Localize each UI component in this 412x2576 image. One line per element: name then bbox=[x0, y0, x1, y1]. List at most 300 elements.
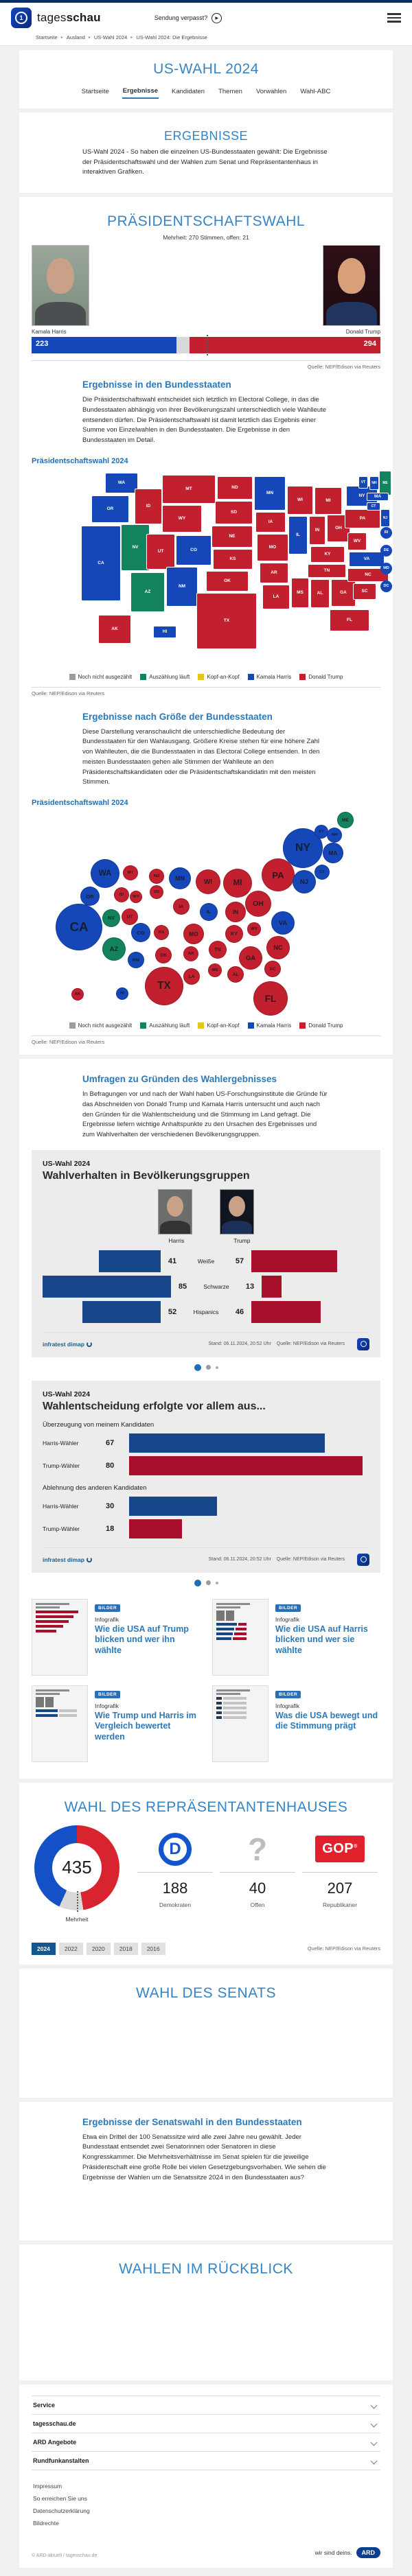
tagesschau-logo-icon[interactable] bbox=[11, 8, 32, 28]
bubble-state-ID[interactable] bbox=[114, 887, 129, 902]
party-label: Republikaner bbox=[322, 1901, 358, 1908]
demographics-bar-chart bbox=[43, 1250, 369, 1324]
legend-swatch-icon bbox=[69, 674, 76, 680]
breadcrumb-item[interactable]: Ausland bbox=[66, 34, 85, 40]
demographic-label: Schwarze bbox=[203, 1283, 229, 1290]
map-state-MN[interactable] bbox=[254, 476, 286, 511]
trump-bar-track bbox=[251, 1250, 369, 1272]
footer-link[interactable]: Bildrechte bbox=[33, 2520, 59, 2527]
map-state-label: NJ bbox=[382, 515, 388, 520]
trump-thumb-photo bbox=[220, 1189, 254, 1234]
map-state-TN[interactable] bbox=[308, 564, 346, 578]
senate-states-text: Etwa ein Drittel der 100 Senatssitze wird alle zwei Jahre neu gewählt. Jeder Bundesstaat entsendet zwei Senatorinnen oder Senatoren in diese Kongresskammer. Die Mehrheitsverhältnisse im Senat spielen für die jeweilige Präsidentschaft eine große Rolle bei vielen Gesetzgebungsvorhaben. Wie sehen die Ergebnisse der Wahlen um die Senatssitze 2024 in den Bundesstaaten aus? bbox=[82, 2133, 326, 2181]
bubble-state-label: MT bbox=[127, 871, 134, 876]
infographic-footer bbox=[43, 1332, 369, 1350]
senate-states-heading: Ergebnisse der Senatswahl in den Bundesstaaten bbox=[82, 2116, 302, 2127]
map-state-GA[interactable] bbox=[331, 579, 356, 607]
map-state-CO[interactable] bbox=[176, 535, 211, 565]
harris-bar-segment bbox=[32, 337, 176, 353]
bubble-state-VA[interactable] bbox=[271, 911, 295, 935]
stand-timestamp: Stand: 06.11.2024, 20:52 Uhr bbox=[208, 1557, 271, 1562]
legend-item bbox=[248, 674, 292, 680]
footer-accordion-label: tagesschau.de bbox=[33, 2420, 76, 2428]
year-tab-2022[interactable]: 2022 bbox=[59, 1943, 83, 1955]
legend-item bbox=[140, 1022, 190, 1029]
breadcrumb-item[interactable]: US-Wahl 2024: Die Ergebnisse bbox=[136, 34, 207, 40]
legend-swatch-icon bbox=[248, 674, 254, 680]
map-state-label: AZ bbox=[144, 589, 151, 595]
map-state-label: IL bbox=[296, 532, 300, 538]
demographic-label: Hispanics bbox=[193, 1308, 219, 1315]
hamburger-menu-icon[interactable] bbox=[387, 13, 401, 22]
bubble-state-SD[interactable] bbox=[150, 885, 163, 899]
legend-item bbox=[69, 1022, 133, 1029]
bubble-state-KY[interactable] bbox=[225, 925, 243, 943]
bubble-state-OR[interactable] bbox=[80, 887, 100, 906]
map-state-VA[interactable] bbox=[349, 552, 385, 567]
map-state-TX[interactable] bbox=[196, 593, 257, 649]
carousel-dot[interactable] bbox=[216, 1366, 218, 1369]
bubble-state-TN[interactable] bbox=[209, 941, 227, 959]
bubble-state-label: WV bbox=[251, 927, 258, 932]
bubble-state-IL[interactable] bbox=[200, 903, 218, 921]
harris-votes: 223 bbox=[36, 340, 49, 349]
map-state-label: OK bbox=[224, 578, 231, 584]
voter-group-label: Trump-Wähler bbox=[43, 1462, 80, 1469]
map-state-label: WV bbox=[353, 539, 361, 544]
tab-ergebnisse[interactable]: Ergebnisse bbox=[122, 86, 159, 99]
results-intro-text: US-Wahl 2024 - So haben die einzelnen US-Bundesstaaten gewählt: Die Ergebnisse der Präsidentschaftswahl und der Wahlen zum Senat und Repräsentantenhaus in interaktiven Grafiken. bbox=[82, 148, 328, 176]
footer-link[interactable]: Datenschutzerklärung bbox=[33, 2507, 90, 2515]
polls-text: In Befragungen vor und nach der Wahl haben US-Forschungsinstitute die Gründe für das Abschneiden von Donald Trump und Kamala Harris untersucht und auch nach den Gründen für die Wahlentscheidung und die Stimmung im Land gefragt. Die Ergebnisse liefern wichtige Anhaltspunkte zu den Ursachen des Ergebnisses und zum Wahlverhalten der verschiedenen Bevölkerungsgruppen. bbox=[82, 1090, 328, 1138]
trump-bar-track bbox=[251, 1301, 369, 1323]
map-state-UT[interactable] bbox=[146, 534, 175, 570]
map-state-WV[interactable] bbox=[347, 532, 367, 550]
bubble-state-MT[interactable] bbox=[123, 865, 138, 880]
footer-accordion-ardangebote[interactable] bbox=[32, 2433, 380, 2451]
democrat-d-icon: D bbox=[159, 1833, 192, 1866]
bubble-state-WV[interactable] bbox=[247, 922, 261, 936]
value-bar bbox=[129, 1497, 217, 1516]
bubble-state-AR[interactable] bbox=[183, 946, 198, 961]
bubble-state-IA[interactable] bbox=[173, 898, 190, 915]
bubble-state-label: PA bbox=[272, 869, 284, 880]
party-label: Demokraten bbox=[159, 1901, 192, 1908]
legend-item bbox=[140, 674, 190, 680]
bubble-cartogram bbox=[19, 811, 393, 1018]
map-state-ME[interactable] bbox=[379, 471, 391, 495]
breadcrumb-separator-icon: ▸ bbox=[88, 36, 91, 40]
map-state-label: NH bbox=[371, 480, 377, 485]
chevron-down-icon bbox=[371, 2457, 378, 2464]
bubble-state-label: AZ bbox=[109, 946, 119, 953]
carousel-dot-active[interactable] bbox=[194, 1580, 201, 1586]
stand-timestamp: Stand: 06.11.2024, 20:52 Uhr bbox=[208, 1342, 271, 1347]
bubble-state-label: VT bbox=[319, 830, 324, 834]
map-state-label: OR bbox=[106, 506, 114, 512]
bar-track bbox=[129, 1456, 369, 1475]
value-bar bbox=[129, 1433, 325, 1453]
bubble-state-ME[interactable] bbox=[337, 812, 354, 828]
teaser-item[interactable] bbox=[212, 1599, 380, 1676]
map-state-label: SD bbox=[230, 510, 238, 515]
map-state-label: TN bbox=[323, 568, 330, 574]
senate-card bbox=[19, 1969, 393, 2098]
party-column-republikaner bbox=[302, 1828, 378, 1908]
missed-show-label: Sendung verpasst? bbox=[154, 14, 208, 21]
trump-value: 57 bbox=[235, 1256, 244, 1265]
bubble-state-UT[interactable] bbox=[122, 909, 138, 925]
house-donut-chart bbox=[34, 1825, 119, 1910]
map-state-WI[interactable] bbox=[287, 486, 313, 515]
map-state-ID[interactable] bbox=[135, 489, 162, 524]
map-state-label: GA bbox=[340, 590, 347, 596]
map-state-OR[interactable] bbox=[91, 495, 129, 523]
map-state-SD[interactable] bbox=[215, 501, 253, 524]
bubble-state-CT[interactable] bbox=[314, 865, 330, 880]
legend-swatch-icon bbox=[299, 1022, 306, 1029]
infographic-kicker: US-Wahl 2024 bbox=[43, 1159, 91, 1168]
bubble-state-label: KS bbox=[158, 930, 165, 935]
teaser-badge: BILDER bbox=[275, 1604, 301, 1612]
map-state-CT[interactable] bbox=[367, 502, 380, 511]
results-intro-card bbox=[19, 113, 393, 193]
map-state-label: CO bbox=[190, 548, 197, 553]
map-state-label: ID bbox=[146, 504, 151, 509]
bubble-state-ND[interactable] bbox=[149, 869, 164, 884]
house-card bbox=[19, 1783, 393, 1965]
map-state-IA[interactable] bbox=[255, 512, 286, 532]
party-column-offen bbox=[220, 1828, 295, 1908]
bubble-state-NJ[interactable] bbox=[293, 870, 316, 893]
map-state-label: RI bbox=[384, 530, 389, 535]
map-state-KY[interactable] bbox=[310, 546, 345, 563]
map-callout-MD[interactable] bbox=[380, 563, 392, 574]
teaser-text bbox=[95, 1685, 200, 1762]
map-callout-RI[interactable] bbox=[380, 527, 392, 539]
legend-label: Auszählung läuft bbox=[149, 673, 190, 680]
map-callout-DE[interactable] bbox=[380, 545, 392, 557]
legend-swatch-icon bbox=[248, 1022, 254, 1029]
map-state-label: AK bbox=[111, 627, 118, 632]
bubble-state-label: MS bbox=[211, 968, 218, 973]
bubble-state-KS[interactable] bbox=[154, 925, 169, 940]
map-state-MS[interactable] bbox=[291, 578, 309, 608]
bubble-state-SC[interactable] bbox=[264, 961, 281, 977]
bubble-state-LA[interactable] bbox=[183, 968, 200, 985]
map-state-label: NY bbox=[358, 493, 365, 499]
bubble-state-AK[interactable] bbox=[71, 988, 84, 1000]
bubble-state-label: CO bbox=[137, 929, 145, 936]
house-years-row bbox=[32, 1942, 380, 1955]
bubble-state-MA[interactable] bbox=[323, 843, 343, 863]
infographic-title: Wahlverhalten in Bevölkerungsgruppen bbox=[43, 1169, 250, 1182]
bubble-state-HI[interactable] bbox=[116, 987, 128, 1000]
breadcrumb-separator-icon: ▸ bbox=[60, 36, 63, 40]
legend-swatch-icon bbox=[299, 674, 306, 680]
footer-links bbox=[32, 2480, 380, 2529]
map-state-WA[interactable] bbox=[105, 473, 138, 493]
voter-group-label: Harris-Wähler bbox=[43, 1439, 79, 1447]
map-state-WY[interactable] bbox=[162, 505, 202, 532]
map-state-label: WA bbox=[117, 480, 126, 486]
bubble-state-MN[interactable] bbox=[169, 867, 191, 889]
bubble-state-label: SD bbox=[153, 890, 160, 895]
bubble-state-MI[interactable] bbox=[223, 869, 252, 898]
footer-link[interactable]: So erreichen Sie uns bbox=[33, 2495, 87, 2503]
bubble-state-label: IN bbox=[232, 909, 239, 915]
bubble-state-label: AK bbox=[74, 992, 81, 997]
map-legend bbox=[32, 674, 380, 680]
map-state-AK[interactable] bbox=[98, 615, 131, 644]
map-state-VT[interactable] bbox=[358, 476, 368, 489]
footer-accordion-label: ARD Angebote bbox=[33, 2439, 77, 2446]
teaser-text bbox=[275, 1599, 380, 1676]
bubble-state-WY[interactable] bbox=[130, 891, 142, 903]
carousel-dot-active[interactable] bbox=[194, 1364, 201, 1371]
map-state-MO[interactable] bbox=[257, 534, 288, 561]
section-tabs bbox=[32, 86, 380, 99]
title-card bbox=[19, 50, 393, 108]
footer-accordion-tagesschaude[interactable] bbox=[32, 2414, 380, 2433]
question-mark-icon: ? bbox=[247, 1831, 268, 1867]
year-tab-2024[interactable]: 2024 bbox=[32, 1943, 56, 1955]
harris-value: 52 bbox=[168, 1307, 177, 1316]
year-tab-2016[interactable]: 2016 bbox=[141, 1943, 165, 1955]
bubble-state-label: GA bbox=[245, 955, 255, 962]
harris-bar-track bbox=[43, 1301, 161, 1323]
year-tabs bbox=[32, 1942, 169, 1955]
map-chart-label: Präsidentschaftswahl 2024 bbox=[32, 456, 128, 465]
map-state-label: NM bbox=[178, 584, 186, 589]
value-bar bbox=[129, 1519, 182, 1538]
legend-swatch-icon bbox=[198, 674, 204, 680]
footer-link[interactable]: Impressum bbox=[33, 2483, 62, 2490]
infographic-source: Quelle: NEP/Edison via Reuters bbox=[276, 1342, 345, 1347]
brand-wordmark[interactable]: tagesschau bbox=[37, 11, 101, 24]
map-state-IN[interactable] bbox=[309, 516, 325, 545]
tab-startseite[interactable]: Startseite bbox=[81, 86, 110, 99]
bubble-state-MS[interactable] bbox=[208, 963, 222, 977]
harris-bar-track bbox=[43, 1250, 161, 1272]
voter-group-label: Trump-Wähler bbox=[43, 1525, 80, 1532]
legend-label: Donald Trump bbox=[308, 673, 343, 680]
bubble-state-IN[interactable] bbox=[225, 902, 246, 922]
bubble-state-VT[interactable] bbox=[314, 825, 328, 839]
map-state-AR[interactable] bbox=[260, 563, 288, 583]
map-state-MT[interactable] bbox=[162, 475, 216, 504]
year-tab-2020[interactable]: 2020 bbox=[87, 1943, 111, 1955]
legend-swatch-icon bbox=[140, 1022, 146, 1029]
map-state-label: MA bbox=[374, 494, 382, 500]
bubble-state-label: VA bbox=[278, 920, 288, 927]
teaser-item[interactable] bbox=[212, 1685, 380, 1762]
teaser-item[interactable] bbox=[32, 1599, 200, 1676]
teaser-item[interactable] bbox=[32, 1685, 200, 1762]
map-state-NM[interactable] bbox=[166, 567, 198, 607]
map-state-AL[interactable] bbox=[310, 579, 330, 608]
missed-show-link[interactable] bbox=[154, 13, 222, 23]
teaser-title[interactable]: Wie die USA auf Harris blicken und wer sie wählte bbox=[275, 1624, 368, 1655]
map-callout-DC[interactable] bbox=[380, 581, 392, 592]
bubble-state-TX[interactable] bbox=[145, 967, 183, 1005]
bubble-state-label: WI bbox=[203, 878, 213, 886]
democrat-logo bbox=[137, 1828, 213, 1871]
bubble-state-label: HI bbox=[120, 992, 124, 996]
map-state-FL[interactable] bbox=[330, 609, 369, 631]
harris-bar bbox=[99, 1250, 161, 1272]
size-section-heading: Ergebnisse nach Größe der Bundesstaaten bbox=[82, 711, 273, 722]
map-source-note: Quelle: NEP/Edison via Reuters bbox=[32, 690, 105, 696]
states-section-text: Die Präsidentschaftswahl entscheidet sich letztlich im Electoral College, in das die Bundesstaaten abhängig von ihrer Bevölkerungszahl unterschiedlich viele Wahlleute entsenden dürfen. Die Präsidentschaftswahl ist damit letztlich das Ergebnis einer Summe von Einzelwahlen in den Bundesstaaten. Die Ergebnisse in den Bundesstaaten im Detail. bbox=[82, 396, 327, 445]
bubble-state-CO[interactable] bbox=[131, 923, 150, 942]
bubble-state-FL[interactable] bbox=[253, 981, 288, 1016]
bubble-state-label: WA bbox=[98, 869, 112, 878]
map-state-SC[interactable] bbox=[353, 583, 376, 600]
ard-brand[interactable] bbox=[315, 2547, 380, 2558]
gop-logo-icon: GOP® bbox=[315, 1836, 365, 1862]
year-tab-2018[interactable]: 2018 bbox=[114, 1943, 138, 1955]
results-heading: ERGEBNISSE bbox=[163, 129, 249, 143]
bar-track bbox=[129, 1433, 369, 1453]
map-state-HI[interactable] bbox=[153, 626, 176, 638]
trump-name: Donald Trump bbox=[345, 329, 380, 336]
map-state-NJ[interactable] bbox=[380, 509, 390, 527]
demographic-row bbox=[43, 1300, 369, 1324]
teaser-badge: BILDER bbox=[95, 1691, 120, 1698]
page-title: US-WAHL 2024 bbox=[153, 61, 259, 77]
map-state-label: CA bbox=[98, 561, 104, 566]
bubble-state-NV[interactable] bbox=[102, 909, 120, 927]
legend-label: Noch nicht ausgezählt bbox=[78, 673, 133, 680]
demographic-row bbox=[43, 1250, 369, 1273]
bubble-state-label: WY bbox=[133, 895, 139, 900]
senate-states-card bbox=[19, 2102, 393, 2241]
teaser-thumbnail bbox=[32, 1599, 88, 1676]
carousel-dots-1 bbox=[32, 1364, 380, 1371]
map-state-NV[interactable] bbox=[121, 524, 150, 571]
map-state-NH[interactable] bbox=[369, 476, 379, 490]
bubble-state-label: OR bbox=[86, 893, 94, 900]
trump-column-label: Trump bbox=[233, 1237, 251, 1244]
map-state-MA[interactable] bbox=[367, 493, 389, 501]
bubble-state-AL[interactable] bbox=[227, 966, 244, 983]
source-note: Quelle: NEP/Edison via Reuters bbox=[307, 364, 380, 371]
bubble-chart-label: Präsidentschaftswahl 2024 bbox=[32, 799, 128, 808]
footer-accordion-service[interactable] bbox=[32, 2396, 380, 2414]
motivation-row bbox=[43, 1496, 369, 1517]
infographic-title: Wahlentscheidung erfolgte vor allem aus... bbox=[43, 1400, 266, 1412]
electoral-college-bar bbox=[32, 337, 380, 353]
bubble-state-label: KY bbox=[231, 931, 238, 937]
map-state-label: AL bbox=[317, 591, 323, 596]
bubble-state-AZ[interactable] bbox=[102, 937, 126, 961]
map-state-ND[interactable] bbox=[217, 476, 253, 500]
map-state-CA[interactable] bbox=[81, 526, 121, 601]
party-label: Offen bbox=[250, 1901, 265, 1908]
carousel-dot[interactable] bbox=[206, 1580, 211, 1585]
party-column-demokraten bbox=[137, 1828, 213, 1908]
carousel-dot[interactable] bbox=[216, 1582, 218, 1584]
bubble-state-NC[interactable] bbox=[266, 936, 290, 959]
voter-group-value: 67 bbox=[106, 1438, 115, 1447]
tab-themen[interactable]: Themen bbox=[218, 86, 243, 99]
bubble-state-NM[interactable] bbox=[128, 952, 144, 968]
bubble-state-label: NV bbox=[108, 915, 115, 922]
carousel-dot[interactable] bbox=[206, 1365, 211, 1370]
party-seat-count: 188 bbox=[137, 1872, 213, 1897]
house-title: WAHL DES REPRÄSENTANTENHAUSES bbox=[64, 1799, 348, 1815]
size-section-text: Diese Darstellung veranschaulicht die unterschiedliche Bedeutung der Bundesstaaten für den Wahlausgang. Größere Kreise stehen für eine höhere Zahl von Wahlleuten, die die Bundesstaaten in das Electoral College entsenden. In den meisten Bundesstaaten gehen alle Stimmen der Wahlleute an den Präsidentschaftskandidaten oder die Präsidentschaftskandidatin mit den meisten Stimmen. bbox=[82, 727, 320, 786]
legend-label: Kamala Harris bbox=[256, 673, 292, 680]
teaser-text bbox=[275, 1685, 380, 1762]
map-state-LA[interactable] bbox=[262, 585, 290, 609]
tagesschau-mini-icon bbox=[357, 1338, 369, 1350]
tab-wahl-abc[interactable]: Wahl-ABC bbox=[299, 86, 331, 99]
tab-vorwahlen[interactable]: Vorwahlen bbox=[255, 86, 287, 99]
bubble-state-label: CT bbox=[319, 870, 325, 875]
footer-accordion-rundfunkanstalten[interactable] bbox=[32, 2451, 380, 2470]
breadcrumb bbox=[0, 32, 412, 46]
review-title: WAHLEN IM RÜCKBLICK bbox=[119, 2261, 293, 2278]
teaser-title[interactable]: Wie die USA auf Trump blicken und wer ihn wählte bbox=[95, 1624, 189, 1655]
breadcrumb-item[interactable]: Startseite bbox=[36, 34, 58, 40]
bubble-state-label: UT bbox=[126, 914, 133, 920]
breadcrumb-item[interactable]: US-Wahl 2024 bbox=[93, 34, 128, 40]
map-state-KS[interactable] bbox=[213, 549, 253, 570]
infographic-kicker: US-Wahl 2024 bbox=[43, 1390, 91, 1398]
demographic-row bbox=[43, 1275, 369, 1298]
infographic-motivation bbox=[32, 1381, 380, 1573]
bubble-state-CA[interactable] bbox=[56, 904, 102, 950]
tab-kandidaten[interactable]: Kandidaten bbox=[171, 86, 205, 99]
teaser-thumbnail bbox=[212, 1685, 268, 1762]
bubble-state-GA[interactable] bbox=[239, 946, 262, 970]
bubble-state-OK[interactable] bbox=[155, 947, 172, 963]
map-state-NE[interactable] bbox=[211, 526, 253, 548]
bubble-state-label: OK bbox=[160, 952, 167, 958]
bubble-state-NH[interactable] bbox=[327, 828, 342, 843]
motivation-row bbox=[43, 1455, 369, 1476]
map-state-label: NC bbox=[365, 572, 371, 578]
bubble-state-OH[interactable] bbox=[245, 891, 271, 917]
harris-bar bbox=[82, 1301, 161, 1323]
map-state-PA[interactable] bbox=[345, 509, 380, 528]
majority-note: Mehrheit: 270 Stimmen, offen: 21 bbox=[163, 234, 249, 242]
map-state-IL[interactable] bbox=[288, 516, 308, 554]
bubble-state-label: MA bbox=[328, 850, 338, 856]
legend-item bbox=[299, 674, 343, 680]
logo-one-glyph: 1 bbox=[15, 12, 27, 24]
map-state-label: OH bbox=[335, 526, 342, 531]
voter-group-value: 18 bbox=[106, 1524, 115, 1533]
bubble-state-MO[interactable] bbox=[183, 924, 204, 944]
map-state-label: KS bbox=[229, 557, 236, 562]
motivation-bar-chart bbox=[43, 1421, 369, 1539]
bubble-state-WA[interactable] bbox=[91, 859, 119, 888]
map-state-OK[interactable] bbox=[206, 571, 249, 592]
map-state-MI[interactable] bbox=[314, 487, 342, 515]
trump-photo bbox=[323, 245, 380, 326]
bubble-state-WI[interactable] bbox=[196, 869, 220, 894]
map-state-AZ[interactable] bbox=[130, 572, 165, 612]
legend-label: Donald Trump bbox=[308, 1022, 343, 1029]
teaser-title[interactable]: Wie Trump und Harris im Vergleich bewertet werden bbox=[95, 1710, 196, 1742]
play-icon[interactable]: ▶ bbox=[211, 13, 222, 23]
legend-item bbox=[299, 1022, 343, 1029]
value-bar bbox=[129, 1456, 363, 1475]
teaser-title[interactable]: Was die USA bewegt und die Stimmung prägt bbox=[275, 1710, 378, 1731]
